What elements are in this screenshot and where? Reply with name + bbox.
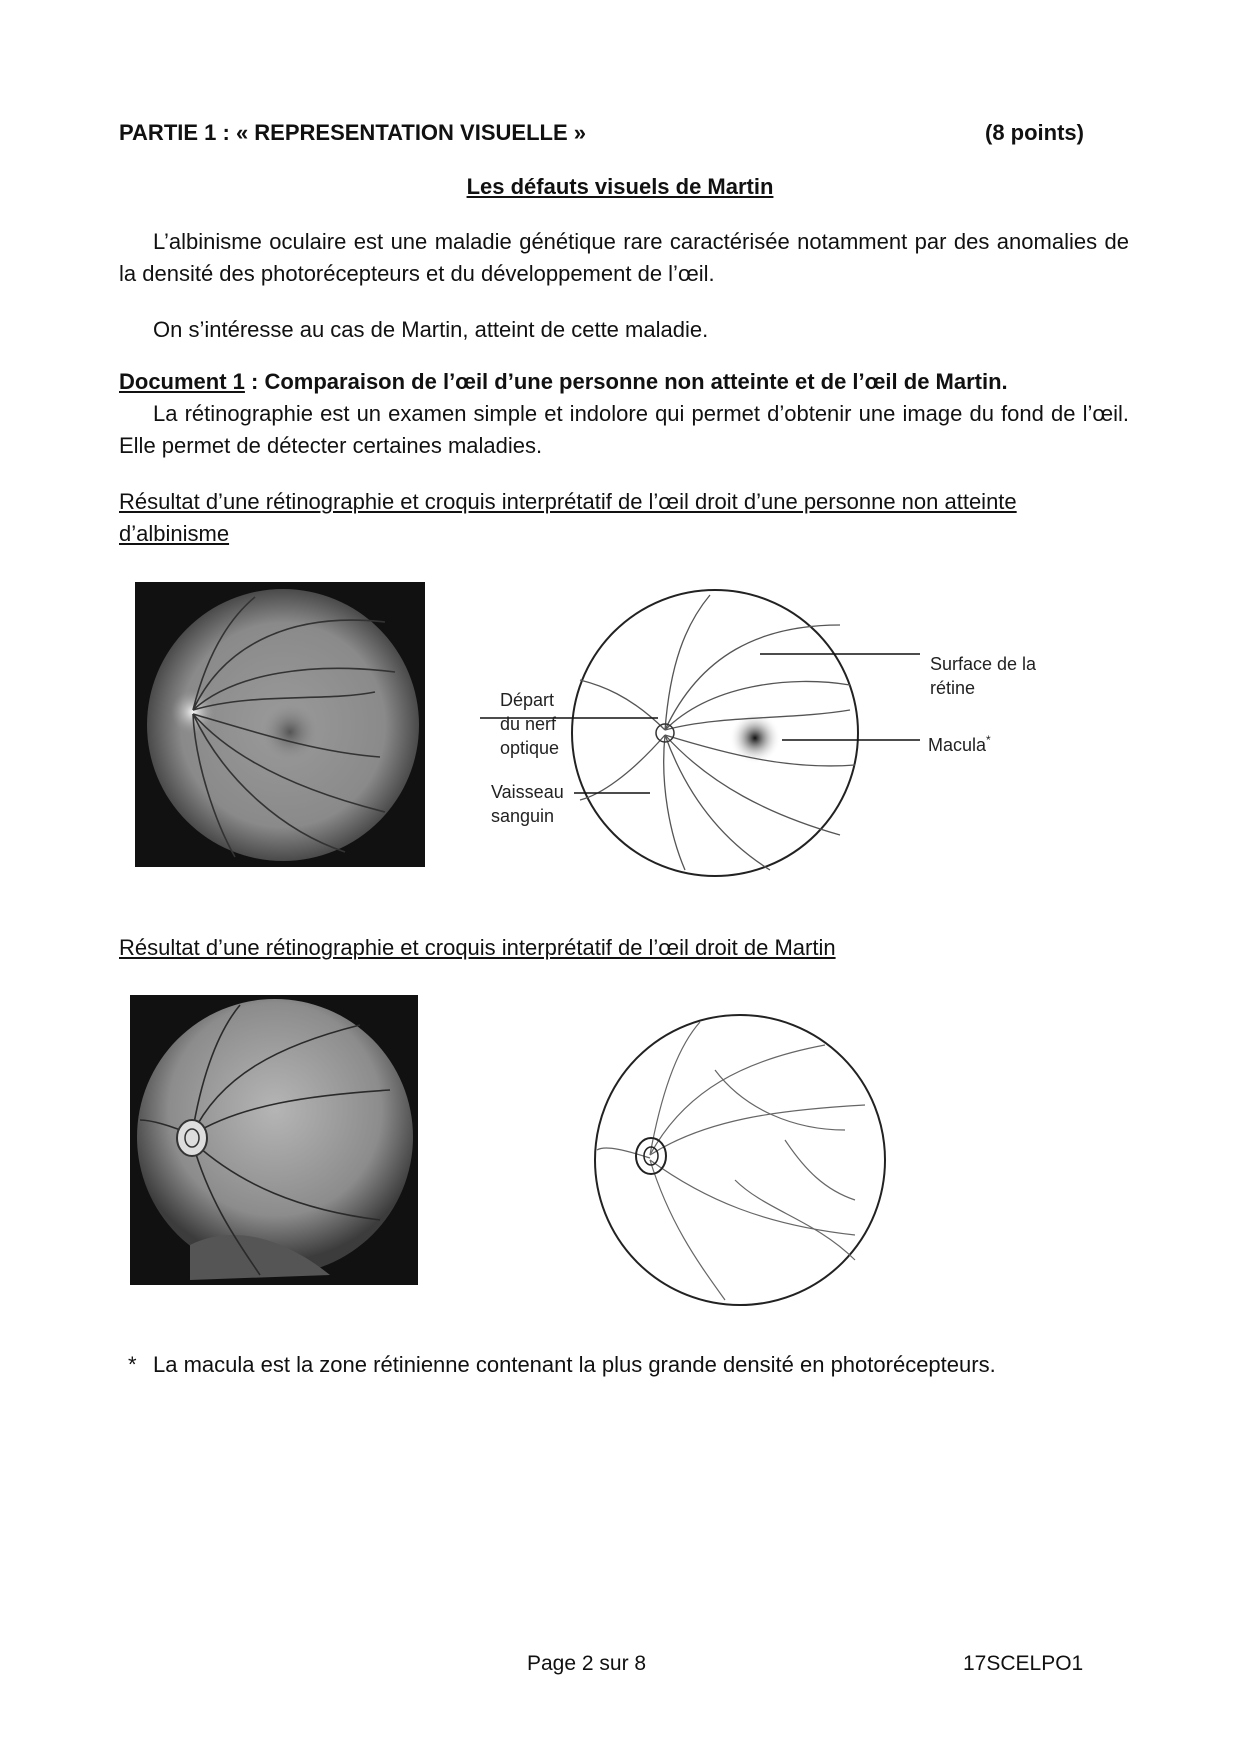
page-title: Les défauts visuels de Martin xyxy=(466,174,774,199)
document-label: Document 1 xyxy=(119,369,245,394)
points-label: (8 points) xyxy=(985,120,1084,145)
label-macula-text: Macula xyxy=(928,735,987,755)
label-surface-line2: rétine xyxy=(930,678,976,698)
label-vessel-line1: Vaisseau xyxy=(491,782,564,802)
document-heading xyxy=(119,366,1139,398)
label-surface xyxy=(930,652,1036,700)
label-nerve-line3: optique xyxy=(500,738,560,758)
caption-martin-eye: Résultat d’une rétinographie et croquis interprétatif de l’œil droit de Martin xyxy=(119,935,836,960)
intro-paragraph-1: L’albinisme oculaire est une maladie génétique rare caractérisée notamment par des anomalies de la densité des photorécepteurs et du développement de l’œil. xyxy=(119,229,1129,286)
label-macula-mark: * xyxy=(986,733,991,747)
label-vessel xyxy=(491,780,564,828)
retinography-martin-photo xyxy=(130,995,418,1285)
label-nerve-line1: Départ xyxy=(500,690,555,710)
label-vessel-line2: sanguin xyxy=(491,806,555,826)
intro-paragraph-2: On s’intéresse au cas de Martin, atteint de cette maladie. xyxy=(153,317,709,342)
label-nerve xyxy=(500,688,559,760)
document-heading-text: : Comparaison de l’œil d’une personne non atteinte et de l’œil de Martin. xyxy=(244,369,1008,394)
part-heading: PARTIE 1 : « REPRESENTATION VISUELLE » xyxy=(119,120,586,145)
page-number: Page 2 sur 8 xyxy=(527,1652,647,1675)
document-code: 17SCELPO1 xyxy=(963,1652,1084,1675)
label-nerve-line2: du nerf xyxy=(500,714,557,734)
label-macula xyxy=(928,728,991,757)
caption-normal-eye: Résultat d’une rétinographie et croquis interprétatif de l’œil droit d’une personne non atteinte d’albinisme xyxy=(119,489,1017,546)
document-text: La rétinographie est un examen simple et indolore qui permet d’obtenir une image du fond de l’œil. Elle permet de détecter certaines maladies. xyxy=(119,401,1129,458)
retina-outline-martin xyxy=(595,1015,885,1305)
footnote-mark: * xyxy=(128,1352,137,1377)
footnote-text: La macula est la zone rétinienne contenant la plus grande densité en photorécepteurs. xyxy=(153,1352,996,1377)
label-surface-line1: Surface de la xyxy=(930,654,1037,674)
retina-outline xyxy=(572,590,858,876)
sketch-normal-eye xyxy=(470,585,1090,885)
sketch-martin-eye xyxy=(585,1010,895,1310)
retinography-normal-photo xyxy=(135,582,425,867)
